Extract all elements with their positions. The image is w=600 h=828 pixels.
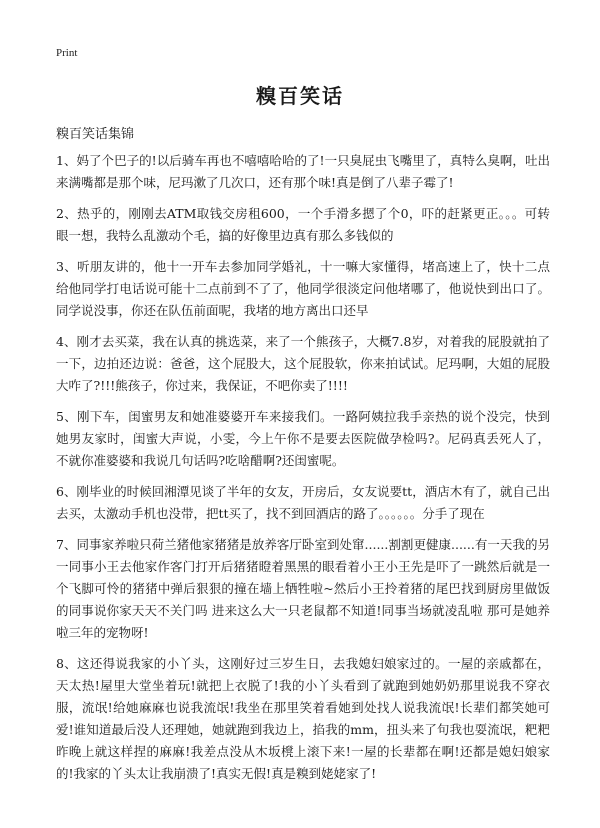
- joke-item-5: 5、刚下车，闺蜜男友和她准婆婆开车来接我们。一路阿姨拉我手亲热的说个没完，快到她男友家时，闺蜜大声说，小雯，今上午你不是要去医院做孕检吗?。尼码真丢死人了，不就你准婆婆和我说几句话吗?吃啥醋啊?还闺蜜呢。: [56, 409, 550, 468]
- joke-item-3: 3、听朋友讲的，他十一开车去参加同学婚礼，十一嘛大家懂得，堵高速上了，快十二点给他同学打电话说可能十二点前到不了了，他同学很淡定问他堵哪了，他说快到出口了。同学说没事，你还在队伍前面呢，我堵的地方离出口还早: [56, 259, 550, 318]
- joke-item-6: 6、刚毕业的时候回湘潭见谈了半年的女友，开房后，女友说要tt，酒店木有了，就自己出去买，太激动手机也没带，把tt买了，找不到回酒店的路了。。。。。。分手了现在: [56, 484, 550, 521]
- joke-item-2: 2、热乎的，刚刚去ATM取钱交房租600，一个手滑多摁了个0，吓的赶紧更正。。。可转眼一想，我特么乱激动个毛，搞的好像里边真有那么多钱似的: [56, 206, 550, 243]
- document-subtitle: 糗百笑话集锦: [56, 127, 135, 142]
- page-title: 糗百笑话: [256, 84, 344, 108]
- print-link[interactable]: Print: [56, 47, 78, 59]
- joke-item-1: 1、妈了个巴子的!以后骑车再也不嘻嘻哈哈的了!一只臭屁虫飞嘴里了，真特么臭啊，吐出来满嘴都是那个味，尼玛漱了几次口，还有那个味!真是倒了八辈子霉了!: [56, 153, 550, 190]
- joke-list: [56, 150, 550, 794]
- joke-item-7: 7、同事家养啦只荷兰猪他家猪猪是放养客厅卧室到处窜......割割更健康......有一天我的另一同事小王去他家作客门打开后猪猪瞪着黑黑的眼看着小王小王先是吓了一跳然后就是一个飞脚可怜的猪猪中弹后狠狠的撞在墙上牺牲啦~然后小王拎着猪的尾巴找到厨房里做饭的同事说你家天天不关门吗 进来这么大一只老鼠都不知道!同事当场就凌乱啦 那可是她养啦三年的宠物呀!: [56, 537, 550, 640]
- joke-item-8: 8、这还得说我家的小丫头，这刚好过三岁生日，去我媳妇娘家过的。一屋的亲戚都在，天太热!屋里大堂坐着玩!就把上衣脱了!我的小丫头看到了就跑到她奶奶那里说我不穿衣服，流氓!给她麻麻也说我流氓!我坐在那里笑着看她到处找人说我流氓!长辈们都笑她可爱!谁知道最后没人还理她，她就跑到我边上，掐我的mm，扭头来了句我也耍流氓，粑粑昨晚上就这样捏的麻麻!我差点没从木坂櫈上滚下来!一屋的长辈都在啊!还都是媳妇娘家的!我家的丫头太让我崩溃了!真实无假!真是糗到姥姥家了!: [56, 656, 550, 781]
- joke-item-4: 4、刚才去买菜，我在认真的挑选菜，来了一个熊孩子，大概7.8岁，对着我的屁股就拍了一下，边拍还边说：爸爸，这个屁股大，这个屁股软，你来拍试试。尼玛啊，大姐的屁股大咋了?!!!熊孩子，你过来，我保证，不吧你卖了!!!!: [56, 334, 550, 393]
